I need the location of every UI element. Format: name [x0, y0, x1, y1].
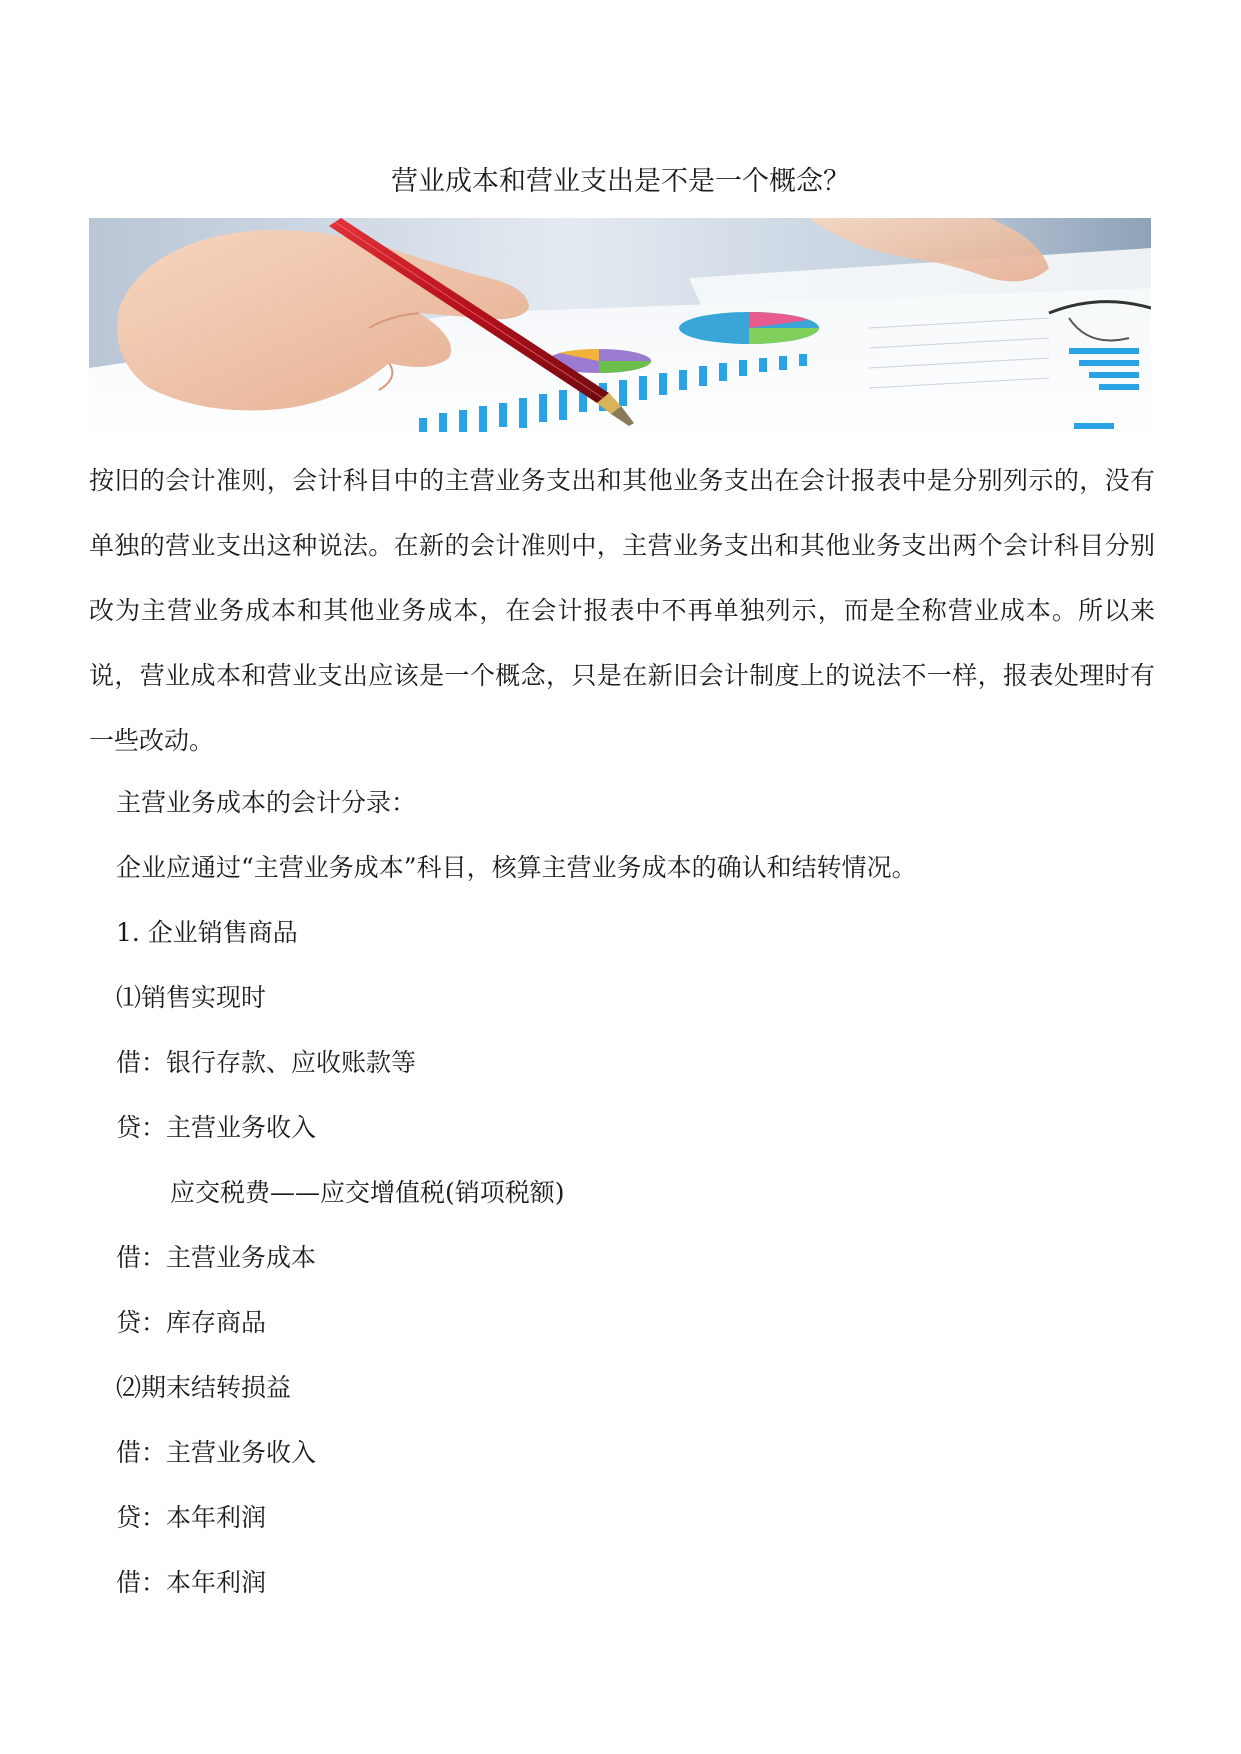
- journal-line-debit: 借：银行存款、应收账款等: [116, 1048, 417, 1077]
- journal-line-debit: 借：本年利润: [116, 1568, 267, 1597]
- journal-line-credit: 贷：库存商品: [116, 1308, 267, 1337]
- document-title: 营业成本和营业支出是不是一个概念？: [391, 166, 850, 197]
- list-subitem-heading: ⑴销售实现时: [116, 983, 267, 1012]
- entry-description: 企业应通过“主营业务成本”科目，核算主营业务成本的确认和结转情况。: [116, 853, 917, 882]
- list-item-heading: 1. 企业销售商品: [116, 918, 298, 947]
- journal-line-credit: 贷：主营业务收入: [116, 1113, 317, 1142]
- hand-with-pen-over-charts-illustration: [89, 218, 1151, 440]
- header-photo: [89, 218, 1151, 440]
- journal-line-credit: 贷：本年利润: [116, 1503, 267, 1532]
- intro-paragraph: 按旧的会计准则，会计科目中的主营业务支出和其他业务支出在会计报表中是分别列示的，没有单独的营业支出这种说法。在新的会计准则中，主营业务支出和其他业务支出两个会计科目分别改为主营业务成本和其他业务成本，在会计报表中不再单独列示，而是全称营业成本。所以来说，营业成本和营业支出应该是一个概念，只是在新旧会计制度上的说法不一样，报表处理时有一些改动。: [89, 466, 1155, 755]
- journal-line-debit: 借：主营业务收入: [116, 1438, 317, 1467]
- list-subitem-heading: ⑵期末结转损益: [116, 1373, 292, 1402]
- entry-heading: 主营业务成本的会计分录：: [116, 788, 417, 817]
- journal-line-debit: 借：主营业务成本: [116, 1243, 317, 1272]
- journal-line-credit-continuation: 应交税费——应交增值税(销项税额): [170, 1178, 565, 1207]
